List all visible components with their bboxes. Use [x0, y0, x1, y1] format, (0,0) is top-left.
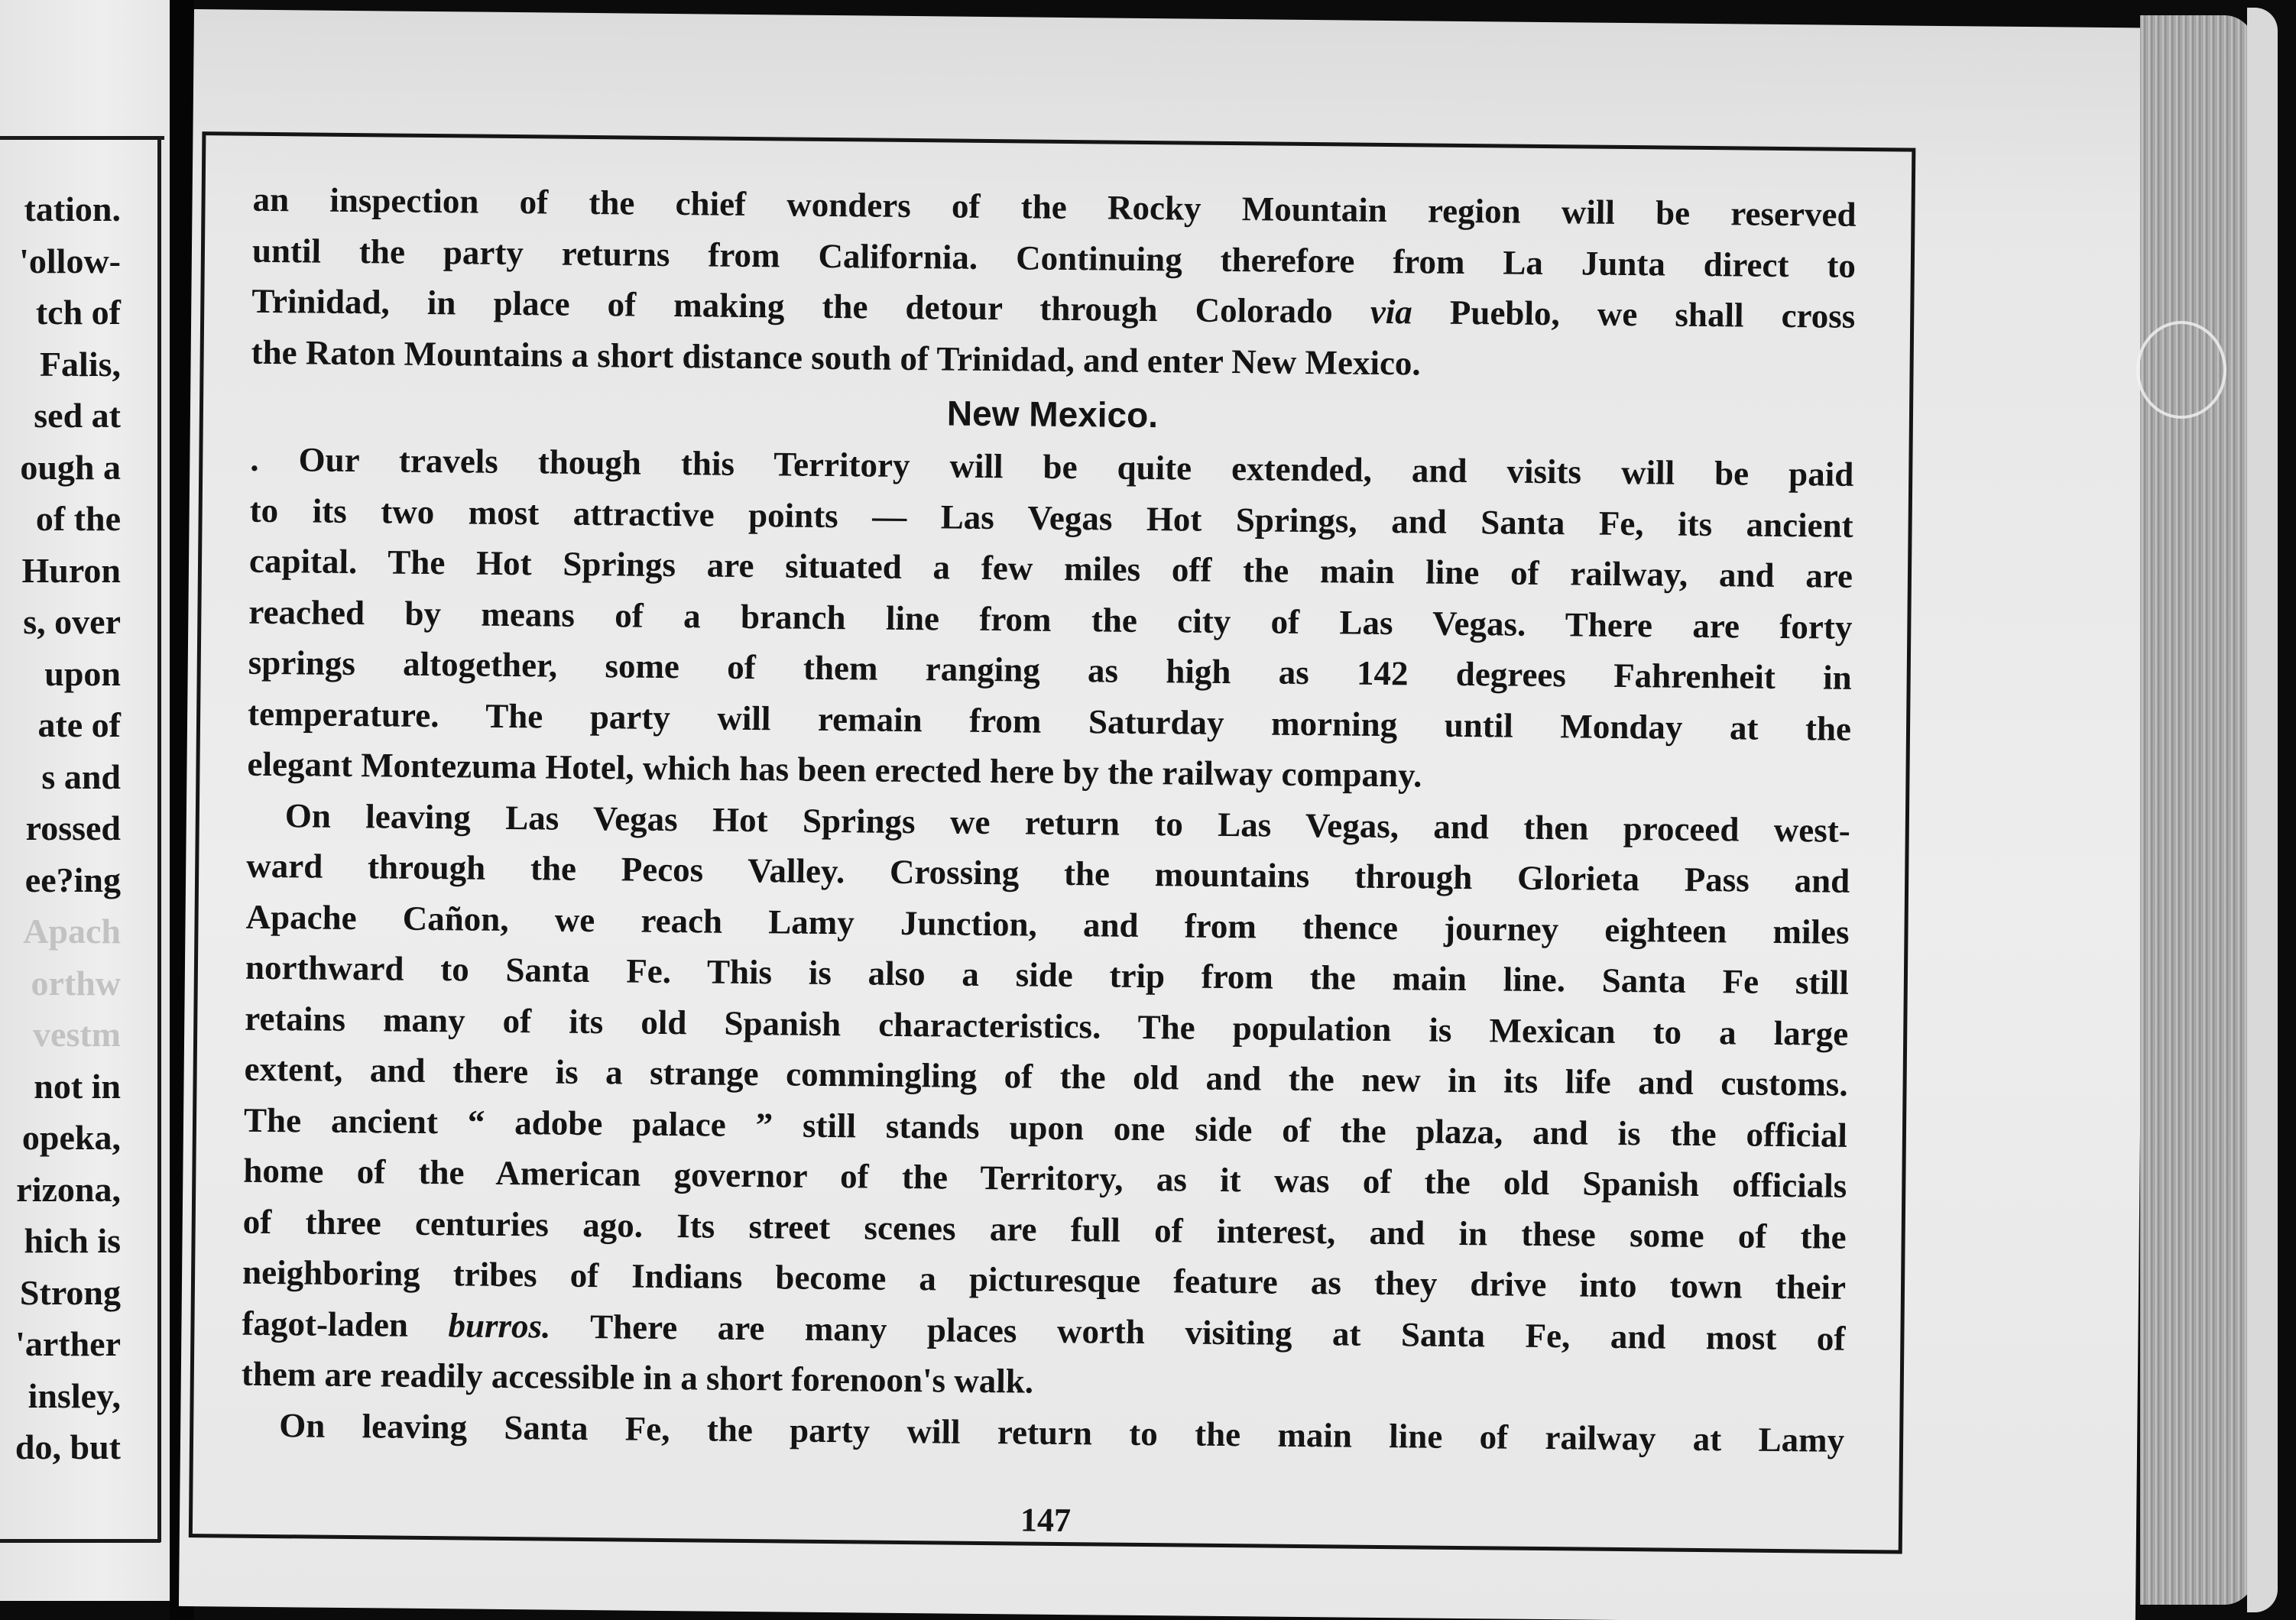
left-line: not in — [34, 1066, 121, 1106]
left-line: ough a — [20, 447, 121, 487]
page-number: 147 — [1020, 1501, 1072, 1540]
text-line: retains many of its old Spanish characteristics. The population is Mexican to a large — [245, 999, 1849, 1053]
text-line: elegant Montezuma Hotel, which has been erected here by the railway company. — [247, 744, 1422, 795]
text-line: On leaving Santa Fe, the party will return to the main line of railway at Lamy — [278, 1405, 1845, 1460]
section-heading: New Mexico. — [946, 393, 1159, 436]
text-line: extent, and there is a strange commingling of the old and the new in its life and customs. — [244, 1049, 1848, 1103]
left-line: orthw — [31, 963, 121, 1003]
text-line: neighboring tribes of Indians become a picturesque feature as they drive into town their — [242, 1252, 1847, 1307]
left-line: 'arther — [15, 1324, 121, 1363]
left-page-fragment — [0, 0, 170, 1601]
text-line: them are readily accessible in a short forenoon's walk. — [241, 1354, 1034, 1401]
left-line: do, but — [15, 1427, 121, 1466]
left-line: hich is — [24, 1221, 121, 1260]
text-line: Apache Cañon, we reach Lamy Junction, and from thence journey eighteen miles — [245, 897, 1850, 951]
book-cover-edge — [2247, 8, 2278, 1612]
text-run: fagot-laden — [242, 1304, 409, 1344]
text-line: reached by means of a branch line from the city of Las Vegas. There are forty — [248, 592, 1853, 646]
left-page-side-rule — [157, 136, 161, 1542]
text-line: of three centuries ago. Its street scenes are full of interest, and in these some of the — [242, 1202, 1847, 1256]
left-line: vestm — [33, 1015, 121, 1054]
text-line: temperature. The party will remain from Saturday morning until Monday at the — [247, 694, 1852, 748]
text-line: springs altogether, some of them ranging as high as 142 degrees Fahrenheit in — [248, 643, 1852, 697]
text-line: to its two most attractive points — Las Vegas Hot Springs, and Santa Fe, its ancient — [249, 491, 1853, 545]
italic-term: burros. — [448, 1305, 551, 1346]
text-line: northward to Santa Fe. This is also a side trip from the main line. Santa Fe still — [245, 948, 1850, 1002]
left-line: Apach — [23, 912, 121, 951]
text-line: On leaving Las Vegas Hot Springs we return to Las Vegas, and then proceed west- — [284, 795, 1851, 850]
left-line: rizona, — [16, 1169, 121, 1209]
left-line: 'ollow- — [19, 241, 121, 280]
book-page-edges — [2140, 15, 2255, 1605]
left-line: Huron — [21, 550, 121, 590]
text-run: Pueblo, we shall cross — [1449, 293, 1856, 335]
body-text — [241, 174, 1857, 1466]
left-page-top-rule — [0, 136, 164, 140]
film-scratch-mark — [2136, 321, 2226, 419]
left-line: ate of — [37, 705, 121, 744]
text-run: There are many places worth visiting at Santa Fe, and most of — [589, 1307, 1846, 1358]
left-line: of the — [35, 499, 121, 538]
left-line: opeka, — [21, 1118, 121, 1157]
left-line: tch of — [35, 293, 121, 332]
right-page — [179, 9, 2151, 1620]
text-line: The ancient “ adobe palace ” still stands upon one side of the plaza, and is the official — [243, 1100, 1848, 1155]
text-line: home of the American governor of the Territory, as it was of the old Spanish officials — [243, 1151, 1847, 1205]
left-page-text — [0, 183, 121, 1473]
left-line: insley, — [28, 1375, 121, 1415]
text-line: until the party returns from California. Continuing therefore from La Junta direct to — [251, 231, 1857, 285]
left-page-bottom-rule — [0, 1539, 161, 1543]
text-run: Trinidad, in place of making the detour through Colorado — [251, 281, 1333, 331]
left-line: Falis, — [39, 344, 121, 384]
text-line: an inspection of the chief wonders of the Rocky Mountain region will be reserved — [252, 180, 1857, 234]
left-line: ee?ing — [24, 860, 121, 899]
text-line: capital. The Hot Springs are situated a few miles off the main line of railway, and are — [248, 541, 1853, 595]
text-line: . Our travels though this Territory will be quite extended, and visits will be paid — [250, 439, 1854, 494]
italic-term: via — [1370, 292, 1413, 332]
left-line: s and — [41, 757, 121, 796]
left-line: Strong — [19, 1272, 121, 1312]
text-line: the Raton Mountains a short distance south of Trinidad, and enter New Mexico. — [251, 332, 1421, 382]
left-line: rossed — [25, 808, 121, 847]
page-border-frame — [189, 131, 1916, 1554]
left-line: sed at — [34, 396, 121, 435]
left-line: s, over — [23, 602, 121, 641]
left-line: tation. — [24, 190, 121, 228]
text-line: ward through the Pecos Valley. Crossing the mountains through Glorieta Pass and — [246, 846, 1850, 900]
left-line: upon — [44, 653, 121, 693]
